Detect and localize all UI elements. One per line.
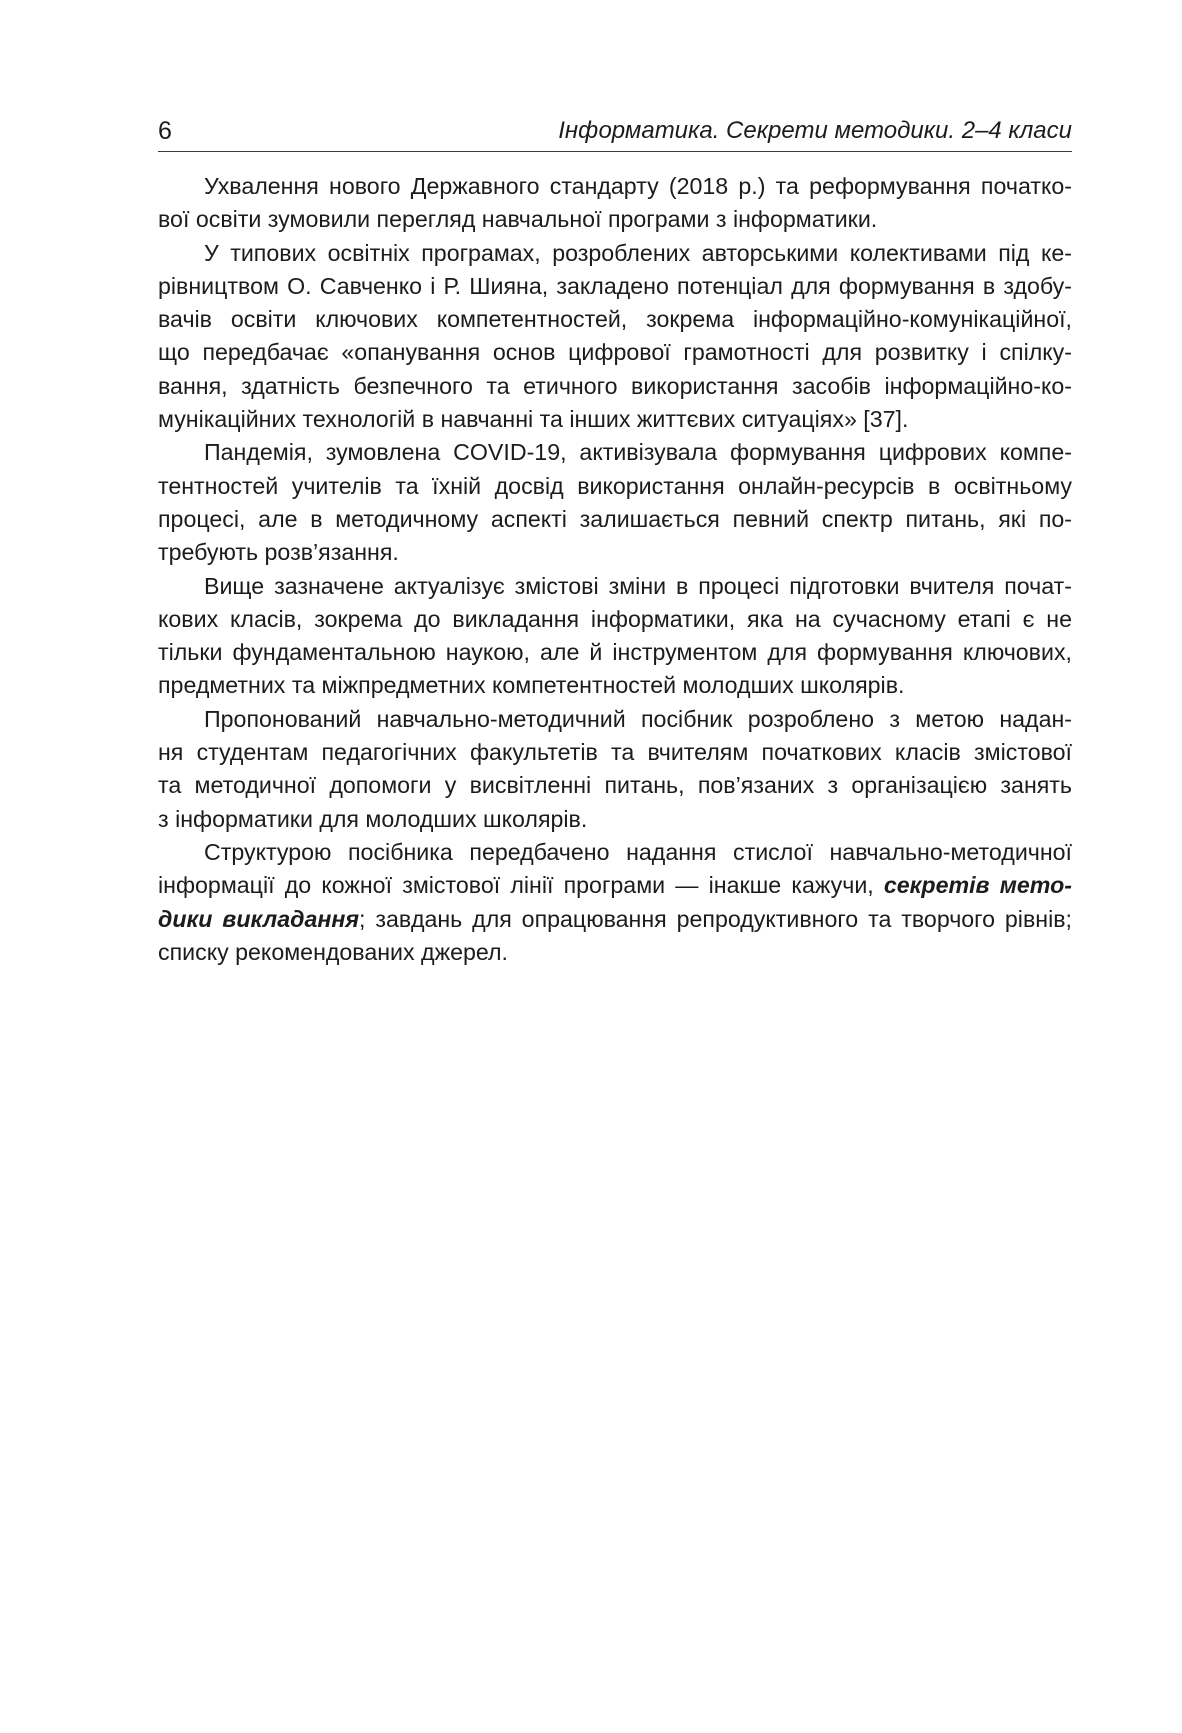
- text-line: Пандемія, зумовлена COVID-19, активізувала формування цифрових компе-: [204, 439, 1072, 466]
- paragraph-4: [158, 570, 1072, 703]
- text-line: предметних та міжпредметних компетентностей молодших школярів.: [158, 672, 905, 699]
- text-line: мунікаційних технологій в навчанні та інших життєвих ситуаціях» [37].: [158, 406, 909, 433]
- text-line: процесі, але в методичному аспекті залишається певний спектр питань, які по-: [158, 505, 1072, 532]
- text-line: кових класів, зокрема до викладання інформатики, яка на сучасному етапі є не: [158, 605, 1072, 632]
- paragraph-1: [158, 170, 1072, 237]
- text-line: та методичної допомоги у висвітленні питань, пов’язаних з організацією занять: [158, 772, 1072, 799]
- running-header: [158, 115, 1072, 152]
- text-line: Вище зазначене актуалізує змістові зміни в процесі підготовки вчителя почат-: [204, 572, 1072, 599]
- text-line: що передбачає «опанування основ цифрової грамотності для розвитку і спілку-: [158, 339, 1072, 366]
- text-line: [158, 869, 1072, 902]
- text-run: ; завдань для опрацювання репродуктивного та творчого рівнів;: [359, 905, 1072, 932]
- text-line: Пропонований навчально-методичний посібник розроблено з метою надан-: [204, 705, 1072, 732]
- text-line: вої освіти зумовили перегляд навчальної програми з інформатики.: [158, 206, 878, 233]
- text-line: Структурою посібника передбачено надання стислої навчально-методичної: [204, 838, 1072, 865]
- text-run: інформації до кожної змістової лінії програми — інакше кажучи,: [158, 872, 884, 899]
- paragraph-2: [158, 237, 1072, 437]
- text-line: Ухвалення нового Державного стандарту (2018 р.) та реформування початко-: [204, 173, 1072, 199]
- text-line: з інформатики для молодших школярів.: [158, 805, 588, 832]
- paragraph-5: [158, 703, 1072, 836]
- body-text: [158, 170, 1072, 969]
- text-line: ня студентам педагогічних факультетів та вчителям початкових класів змістової: [158, 739, 1072, 766]
- page-number: 6: [158, 117, 172, 145]
- text-line: требують розв’язання.: [158, 539, 399, 566]
- text-line: тентностей учителів та їхній досвід використання онлайн-ресурсів в освітньому: [158, 472, 1072, 499]
- text-line: рівництвом О. Савченко і Р. Шияна, закладено потенціал для формування в здобу-: [158, 272, 1072, 299]
- text-line: списку рекомендованих джерел.: [158, 938, 508, 965]
- text-line: У типових освітніх програмах, розроблених авторськими колективами під ке-: [204, 239, 1072, 266]
- paragraph-3: [158, 436, 1072, 569]
- text-line: тільки фундаментальною наукою, але й інструментом для формування ключових,: [158, 639, 1072, 666]
- text-line: вачів освіти ключових компетентностей, зокрема інформаційно-комунікаційної,: [158, 306, 1072, 333]
- emphasis-text: дики викладання: [158, 905, 360, 932]
- text-line: вання, здатність безпечного та етичного використання засобів інформаційно-ко-: [158, 372, 1072, 399]
- running-title: Інформатика. Секрети методики. 2–4 класи: [558, 117, 1072, 144]
- emphasis-text: секретів мето-: [883, 872, 1072, 899]
- text-line: [158, 903, 1072, 936]
- paragraph-6: [158, 836, 1072, 969]
